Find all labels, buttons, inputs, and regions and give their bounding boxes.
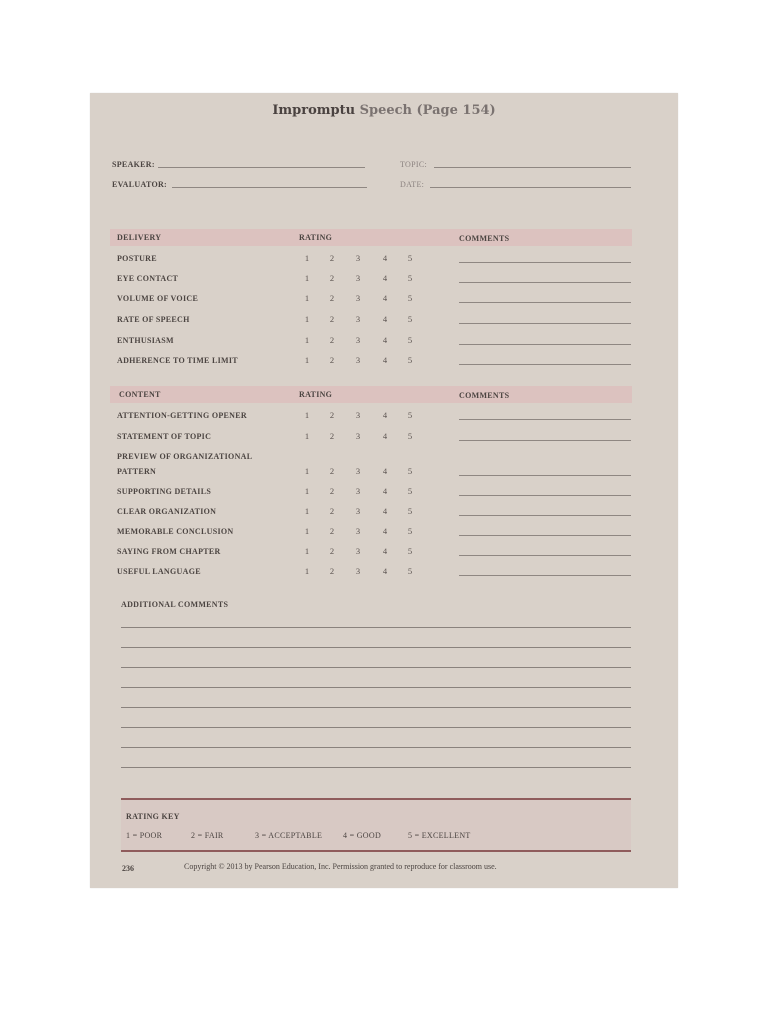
rating-option-3[interactable]: 3 bbox=[355, 486, 361, 496]
rating-option-4[interactable]: 4 bbox=[382, 253, 388, 263]
rating-option-1[interactable]: 1 bbox=[304, 355, 310, 365]
rating-option-3[interactable]: 3 bbox=[355, 466, 361, 476]
rating-key-excellent: 5 = EXCELLENT bbox=[408, 831, 471, 840]
rating-option-2[interactable]: 2 bbox=[329, 566, 335, 576]
topic-field[interactable] bbox=[434, 167, 631, 168]
rating-option-1[interactable]: 1 bbox=[304, 410, 310, 420]
additional-comment-line[interactable] bbox=[121, 767, 631, 768]
content-comment-line[interactable] bbox=[459, 575, 631, 576]
additional-comment-line[interactable] bbox=[121, 707, 631, 708]
rating-option-2[interactable]: 2 bbox=[329, 335, 335, 345]
rating-option-2[interactable]: 2 bbox=[329, 410, 335, 420]
rating-option-4[interactable]: 4 bbox=[382, 546, 388, 556]
content-item-label: STATEMENT OF TOPIC bbox=[117, 432, 212, 441]
content-comments-header: COMMENTS bbox=[459, 391, 510, 400]
rating-option-5[interactable]: 5 bbox=[407, 506, 413, 516]
rating-option-5[interactable]: 5 bbox=[407, 486, 413, 496]
evaluation-form-page bbox=[90, 93, 678, 888]
rating-key-fair: 2 = FAIR bbox=[191, 831, 224, 840]
additional-comments-header: ADDITIONAL COMMENTS bbox=[121, 600, 229, 609]
delivery-comment-line[interactable] bbox=[459, 344, 631, 345]
rating-option-1[interactable]: 1 bbox=[304, 431, 310, 441]
title-rest: Speech (Page 154) bbox=[359, 103, 496, 118]
rating-option-3[interactable]: 3 bbox=[355, 526, 361, 536]
rating-option-2[interactable]: 2 bbox=[329, 431, 335, 441]
evaluator-label: EVALUATOR: bbox=[112, 180, 168, 189]
rating-option-1[interactable]: 1 bbox=[304, 486, 310, 496]
delivery-comment-line[interactable] bbox=[459, 323, 631, 324]
delivery-comment-line[interactable] bbox=[459, 282, 631, 283]
content-header: CONTENT bbox=[119, 390, 161, 399]
speaker-label: SPEAKER: bbox=[112, 160, 155, 169]
date-field[interactable] bbox=[430, 187, 631, 188]
additional-comment-line[interactable] bbox=[121, 647, 631, 648]
rating-option-5[interactable]: 5 bbox=[407, 566, 413, 576]
rating-option-5[interactable]: 5 bbox=[407, 431, 413, 441]
rating-option-5[interactable]: 5 bbox=[407, 546, 413, 556]
page-title bbox=[90, 103, 678, 118]
rating-option-2[interactable]: 2 bbox=[329, 526, 335, 536]
topic-label: TOPIC: bbox=[400, 160, 427, 169]
rating-option-5[interactable]: 5 bbox=[407, 273, 413, 283]
content-item-label-line2: PATTERN bbox=[117, 467, 157, 476]
additional-comment-line[interactable] bbox=[121, 627, 631, 628]
copyright-notice: Copyright © 2013 by Pearson Education, Inc. Permission granted to reproduce for classroom use. bbox=[184, 862, 497, 871]
title-main: Impromptu bbox=[272, 103, 356, 118]
rating-option-5[interactable]: 5 bbox=[407, 466, 413, 476]
rating-key-box bbox=[121, 799, 631, 851]
delivery-item-label: EYE CONTACT bbox=[117, 274, 179, 283]
delivery-comment-line[interactable] bbox=[459, 302, 631, 303]
rating-option-4[interactable]: 4 bbox=[382, 314, 388, 324]
evaluator-field[interactable] bbox=[172, 187, 367, 188]
content-item-label: SUPPORTING DETAILS bbox=[117, 487, 212, 496]
rating-key-poor: 1 = POOR bbox=[126, 831, 163, 840]
rating-option-4[interactable]: 4 bbox=[382, 526, 388, 536]
rating-key-good: 4 = GOOD bbox=[343, 831, 382, 840]
rating-option-2[interactable]: 2 bbox=[329, 506, 335, 516]
content-item-label: SAYING FROM CHAPTER bbox=[117, 547, 221, 556]
rating-option-5[interactable]: 5 bbox=[407, 314, 413, 324]
rating-option-1[interactable]: 1 bbox=[304, 566, 310, 576]
rating-option-1[interactable]: 1 bbox=[304, 253, 310, 263]
rating-option-3[interactable]: 3 bbox=[355, 506, 361, 516]
delivery-item-label: POSTURE bbox=[117, 254, 157, 263]
content-comment-line[interactable] bbox=[459, 555, 631, 556]
rating-option-3[interactable]: 3 bbox=[355, 314, 361, 324]
rating-option-4[interactable]: 4 bbox=[382, 466, 388, 476]
rating-option-3[interactable]: 3 bbox=[355, 355, 361, 365]
rating-option-3[interactable]: 3 bbox=[355, 253, 361, 263]
rating-option-2[interactable]: 2 bbox=[329, 293, 335, 303]
delivery-header: DELIVERY bbox=[117, 233, 162, 242]
content-comment-line[interactable] bbox=[459, 535, 631, 536]
content-item-label: PREVIEW OF ORGANIZATIONAL bbox=[117, 452, 253, 461]
rating-option-2[interactable]: 2 bbox=[329, 486, 335, 496]
content-comment-line[interactable] bbox=[459, 495, 631, 496]
rating-option-1[interactable]: 1 bbox=[304, 506, 310, 516]
content-comment-line[interactable] bbox=[459, 419, 631, 420]
rating-option-4[interactable]: 4 bbox=[382, 355, 388, 365]
rating-option-2[interactable]: 2 bbox=[329, 355, 335, 365]
rating-option-3[interactable]: 3 bbox=[355, 335, 361, 345]
additional-comment-line[interactable] bbox=[121, 727, 631, 728]
rating-key-top-rule bbox=[121, 798, 631, 800]
rating-option-3[interactable]: 3 bbox=[355, 566, 361, 576]
content-item-label: ATTENTION-GETTING OPENER bbox=[117, 411, 247, 420]
rating-option-1[interactable]: 1 bbox=[304, 293, 310, 303]
delivery-item-label: ADHERENCE TO TIME LIMIT bbox=[117, 356, 238, 365]
delivery-comment-line[interactable] bbox=[459, 364, 631, 365]
content-item-label: MEMORABLE CONCLUSION bbox=[117, 527, 234, 536]
speaker-field[interactable] bbox=[158, 167, 365, 168]
delivery-rating-header: RATING bbox=[299, 233, 333, 242]
delivery-comment-line[interactable] bbox=[459, 262, 631, 263]
rating-option-1[interactable]: 1 bbox=[304, 314, 310, 324]
delivery-item-label: VOLUME OF VOICE bbox=[117, 294, 199, 303]
rating-option-4[interactable]: 4 bbox=[382, 431, 388, 441]
date-label: DATE: bbox=[400, 180, 425, 189]
delivery-header-band bbox=[110, 229, 632, 246]
rating-option-3[interactable]: 3 bbox=[355, 546, 361, 556]
rating-option-5[interactable]: 5 bbox=[407, 526, 413, 536]
rating-option-3[interactable]: 3 bbox=[355, 410, 361, 420]
rating-option-4[interactable]: 4 bbox=[382, 335, 388, 345]
rating-option-4[interactable]: 4 bbox=[382, 273, 388, 283]
content-comment-line[interactable] bbox=[459, 440, 631, 441]
rating-option-4[interactable]: 4 bbox=[382, 566, 388, 576]
rating-option-4[interactable]: 4 bbox=[382, 293, 388, 303]
rating-option-3[interactable]: 3 bbox=[355, 431, 361, 441]
rating-option-2[interactable]: 2 bbox=[329, 314, 335, 324]
rating-option-1[interactable]: 1 bbox=[304, 335, 310, 345]
content-item-label: CLEAR ORGANIZATION bbox=[117, 507, 217, 516]
delivery-comments-header: COMMENTS bbox=[459, 234, 510, 243]
content-rating-header: RATING bbox=[299, 390, 333, 399]
rating-option-1[interactable]: 1 bbox=[304, 466, 310, 476]
content-header-band bbox=[110, 386, 632, 403]
rating-option-5[interactable]: 5 bbox=[407, 253, 413, 263]
additional-comment-line[interactable] bbox=[121, 687, 631, 688]
rating-option-5[interactable]: 5 bbox=[407, 410, 413, 420]
rating-key-acceptable: 3 = ACCEPTABLE bbox=[255, 831, 323, 840]
content-comment-line[interactable] bbox=[459, 475, 631, 476]
additional-comment-line[interactable] bbox=[121, 747, 631, 748]
page-number: 236 bbox=[122, 864, 134, 873]
delivery-item-label: ENTHUSIASM bbox=[117, 336, 174, 345]
delivery-item-label: RATE OF SPEECH bbox=[117, 315, 190, 324]
rating-option-1[interactable]: 1 bbox=[304, 546, 310, 556]
rating-option-3[interactable]: 3 bbox=[355, 273, 361, 283]
rating-option-4[interactable]: 4 bbox=[382, 486, 388, 496]
rating-key-header: RATING KEY bbox=[126, 812, 180, 821]
content-item-label: USEFUL LANGUAGE bbox=[117, 567, 201, 576]
rating-option-5[interactable]: 5 bbox=[407, 355, 413, 365]
rating-option-2[interactable]: 2 bbox=[329, 546, 335, 556]
additional-comment-line[interactable] bbox=[121, 667, 631, 668]
rating-option-2[interactable]: 2 bbox=[329, 273, 335, 283]
rating-key-bottom-rule bbox=[121, 850, 631, 852]
rating-option-5[interactable]: 5 bbox=[407, 293, 413, 303]
rating-option-2[interactable]: 2 bbox=[329, 466, 335, 476]
rating-option-4[interactable]: 4 bbox=[382, 410, 388, 420]
rating-option-3[interactable]: 3 bbox=[355, 293, 361, 303]
rating-option-1[interactable]: 1 bbox=[304, 526, 310, 536]
rating-option-2[interactable]: 2 bbox=[329, 253, 335, 263]
content-comment-line[interactable] bbox=[459, 515, 631, 516]
rating-option-1[interactable]: 1 bbox=[304, 273, 310, 283]
rating-option-5[interactable]: 5 bbox=[407, 335, 413, 345]
rating-option-4[interactable]: 4 bbox=[382, 506, 388, 516]
